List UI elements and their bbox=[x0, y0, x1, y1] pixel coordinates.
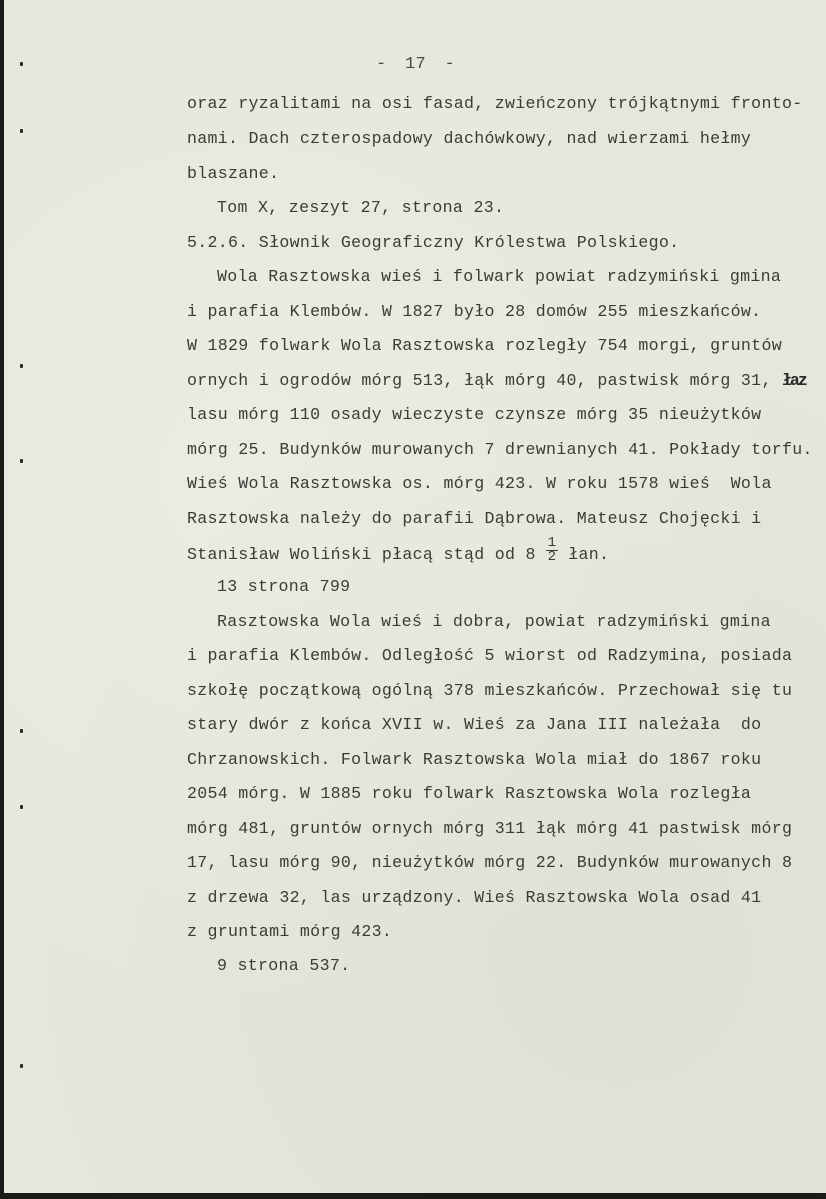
struck-out-text: łaz bbox=[781, 371, 806, 390]
text-line: mórg 481, gruntów ornych mórg 311 łąk mórg 41 pastwisk mórg bbox=[187, 819, 793, 838]
text-line: mórg 25. Budynków murowanych 7 drewnianych 41. Pokłady torfu. bbox=[187, 440, 813, 459]
margin-mark bbox=[20, 62, 23, 66]
margin-mark bbox=[20, 729, 23, 733]
citation-line: 9 strona 537. bbox=[217, 956, 351, 975]
text-line: z drzewa 32, las urządzony. Wieś Rasztowska Wola osad 41 bbox=[187, 888, 762, 907]
margin-mark bbox=[20, 1064, 23, 1068]
citation-line: Tom X, zeszyt 27, strona 23. bbox=[217, 198, 505, 217]
text-line: oraz ryzalitami na osi fasad, zwieńczony trójkątnymi fronto- bbox=[187, 94, 803, 113]
fraction bbox=[546, 537, 558, 564]
text-line: szkołę początkową ogólną 378 mieszkańców. Przechował się tu bbox=[187, 681, 793, 700]
text-line: W 1829 folwark Wola Rasztowska rozległy 754 morgi, gruntów bbox=[187, 336, 782, 355]
text-line: i parafia Klembów. Odległość 5 wiorst od Radzymina, posiada bbox=[187, 646, 793, 665]
text-line: z gruntami mórg 423. bbox=[187, 922, 393, 941]
text-segment: Stanisław Woliński płacą stąd od 8 bbox=[187, 544, 547, 564]
margin-mark bbox=[20, 129, 23, 133]
citation-line: 13 strona 799 bbox=[217, 577, 351, 596]
text-segment: ornych i ogrodów mórg 513, łąk mórg 40, pastwisk mórg 31, bbox=[187, 371, 782, 390]
margin-mark bbox=[20, 459, 23, 463]
text-line: stary dwór z końca XVII w. Wieś za Jana III należała do bbox=[187, 715, 762, 734]
fraction-denominator: 2 bbox=[547, 549, 557, 565]
fraction-numerator: 1 bbox=[547, 535, 557, 551]
text-line: i parafia Klembów. W 1827 było 28 domów 255 mieszkańców. bbox=[187, 302, 762, 321]
text-line: lasu mórg 110 osady wieczyste czynsze mórg 35 nieużytków bbox=[187, 405, 762, 424]
text-line: 17, lasu mórg 90, nieużytków mórg 22. Budynków murowanych 8 bbox=[187, 853, 793, 872]
page-number: - 17 - bbox=[376, 55, 456, 74]
margin-mark bbox=[20, 805, 23, 809]
text-line: Rasztowska należy do parafii Dąbrowa. Mateusz Chojęcki i bbox=[187, 509, 762, 528]
text-line: Chrzanowskich. Folwark Rasztowska Wola miał do 1867 roku bbox=[187, 750, 762, 769]
text-line bbox=[187, 535, 610, 565]
section-heading: 5.2.6. Słownik Geograficzny Królestwa Polskiego. bbox=[187, 233, 680, 252]
text-segment: łan. bbox=[558, 544, 610, 564]
text-line bbox=[187, 373, 806, 390]
text-line: Wieś Wola Rasztowska os. mórg 423. W roku 1578 wieś Wola bbox=[187, 474, 772, 493]
text-line: Wola Rasztowska wieś i folwark powiat radzymiński gmina bbox=[217, 267, 782, 286]
text-line: blaszane. bbox=[187, 164, 280, 183]
text-line: Rasztowska Wola wieś i dobra, powiat radzymiński gmina bbox=[217, 612, 771, 631]
text-line: 2054 mórg. W 1885 roku folwark Rasztowska Wola rozległa bbox=[187, 784, 752, 803]
typewritten-page bbox=[4, 0, 826, 1193]
text-line: nami. Dach czterospadowy dachówkowy, nad wierzami hełmy bbox=[187, 129, 752, 148]
margin-mark bbox=[20, 364, 23, 368]
